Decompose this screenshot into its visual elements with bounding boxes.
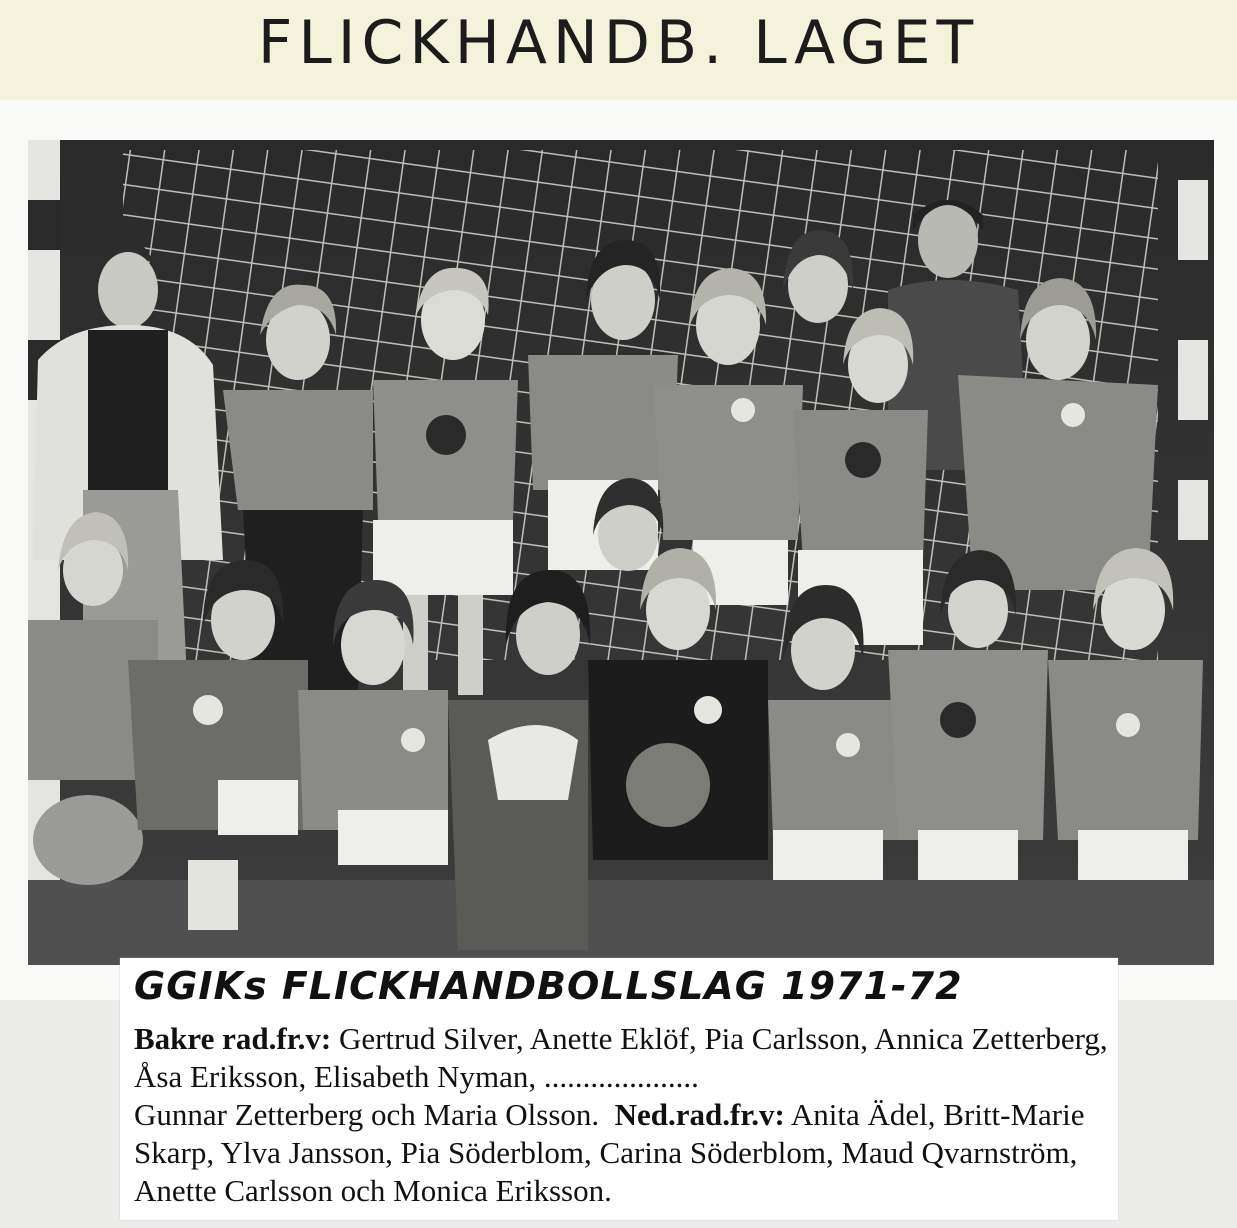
team-photo xyxy=(28,140,1214,965)
caption-card xyxy=(120,958,1118,1220)
back-row-names: Gertrud Silver, Anette Eklöf, Pia Carlsson, Annica Zetterberg, Åsa Eriksson, Elisabeth Nyman, .................... xyxy=(134,1021,1108,1094)
goal-post-right xyxy=(1178,180,1208,260)
caption-heading: GGIKs FLICKHANDBOLLSLAG 1971-72 xyxy=(134,964,963,1008)
handball xyxy=(626,743,710,827)
caption-body xyxy=(134,1020,1114,1210)
back-row-label: Bakre rad.fr.v: xyxy=(134,1021,332,1056)
handwritten-title: FLICKHANDB. LAGET xyxy=(257,8,980,78)
back-row-names-continued: Gunnar Zetterberg och Maria Olsson. xyxy=(134,1097,600,1132)
team-photo-illustration xyxy=(28,140,1214,965)
front-row-label: Ned.rad.fr.v: xyxy=(614,1097,785,1132)
front-row-names: Anita Ädel, Britt-Marie Skarp, Ylva Jansson, Pia Söderblom, Carina Söderblom, Maud Qvarnström, Anette Carlsson och Monica Eriksson. xyxy=(134,1097,1085,1208)
